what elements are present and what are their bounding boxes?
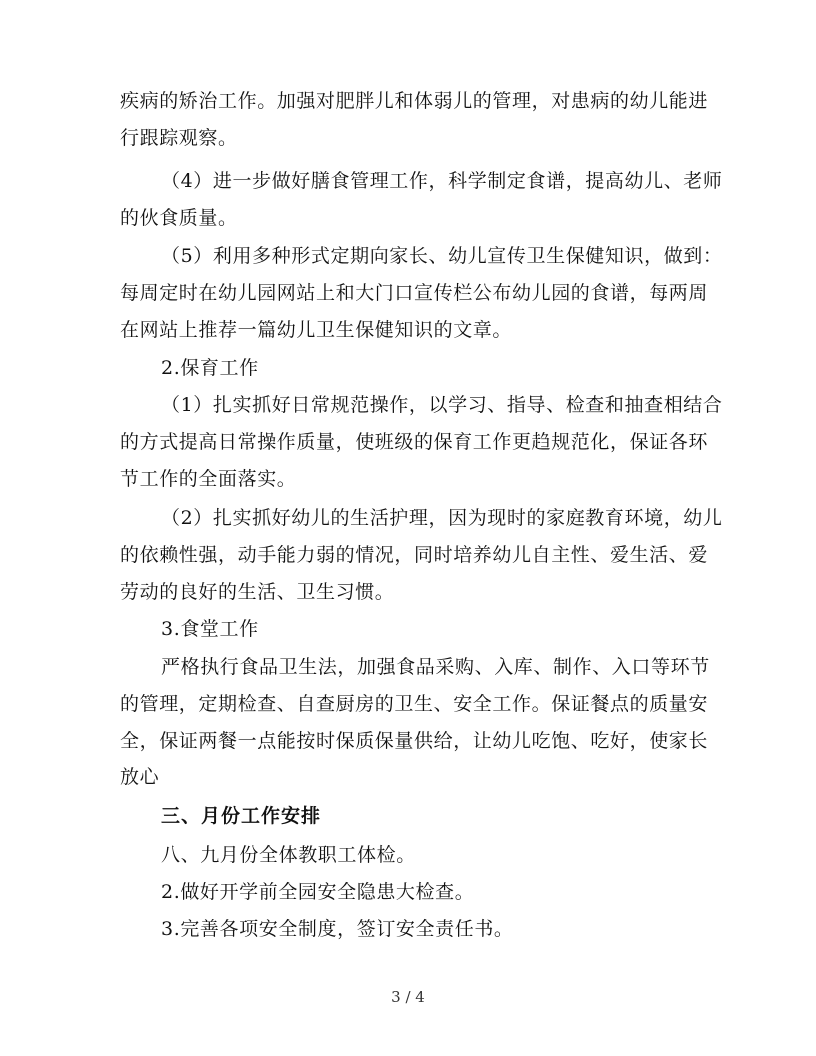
body-line: 每周定时在幼儿园网站上和大门口宣传栏公布幼儿园的食谱，每两周 [120,282,709,304]
body-line: 严格执行食品卫生法，加强食品采购、入库、制作、入口等环节 [161,656,710,678]
body-line: 的管理，定期检查、自查厨房的卫生、安全工作。保证餐点的质量安 [120,693,709,715]
body-line: 的方式提高日常操作质量，使班级的保育工作更趋规范化，保证各环 [120,431,709,453]
body-line: 在网站上推荐一篇幼儿卫生保健知识的文章。 [120,319,513,341]
list-item-line: （1）扎实抓好日常规范操作，以学习、指导、检查和抽查相结合 [161,394,723,416]
list-item-line: 八、九月份全体教职工体检。 [161,844,416,866]
page-number: 3 / 4 [391,988,425,1006]
list-item-line: （5）利用多种形式定期向家长、幼儿宣传卫生保健知识，做到： [161,245,723,267]
list-item-line: 3.完善各项安全制度，签订安全责任书。 [161,918,514,940]
body-line: 的伙食质量。 [120,207,238,229]
body-line: 劳动的良好的生活、卫生习惯。 [120,581,395,603]
body-line: 疾病的矫治工作。加强对肥胖儿和体弱儿的管理，对患病的幼儿能进 [120,90,709,112]
section-subheading: 3.食堂工作 [161,618,259,640]
section-heading: 三、月份工作安排 [161,805,322,827]
body-line: 行跟踪观察。 [120,127,238,149]
body-line: 的依赖性强，动手能力弱的情况，同时培养幼儿自主性、爱生活、爱 [120,544,709,566]
list-item-line: 2.做好开学前全园安全隐患大检查。 [161,881,475,903]
list-item-line: （2）扎实抓好幼儿的生活护理，因为现时的家庭教育环境，幼儿 [161,507,723,529]
body-line: 节工作的全面落实。 [120,468,297,490]
body-line: 放心 [120,766,160,788]
list-item-line: （4）进一步做好膳食管理工作，科学制定食谱，提高幼儿、老师 [161,170,723,192]
section-subheading: 2.保育工作 [161,357,259,379]
body-line: 全，保证两餐一点能按时保质保量供给，让幼儿吃饱、吃好，使家长 [120,730,709,752]
